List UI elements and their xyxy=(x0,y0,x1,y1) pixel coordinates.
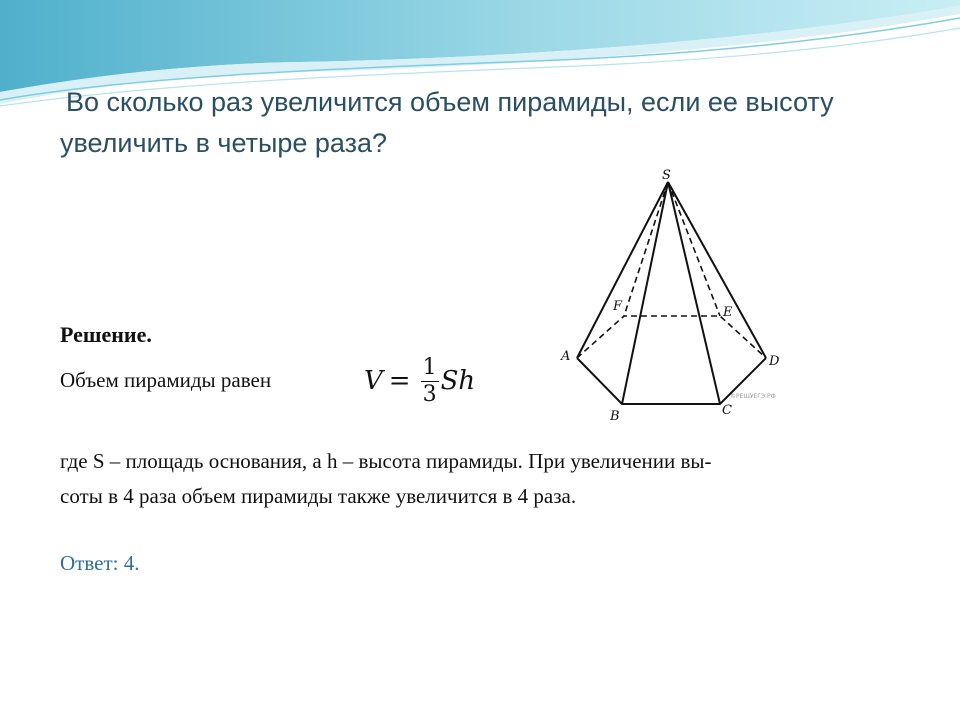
vertex-label-f: F xyxy=(613,299,623,314)
explanation-text xyxy=(60,444,910,514)
fraction-numerator: 1 xyxy=(422,354,437,380)
formula-rhs: Sh xyxy=(440,366,476,396)
volume-formula xyxy=(364,346,475,416)
vertex-label-c: C xyxy=(722,403,732,418)
question-line-2: увеличить в четыре раза? xyxy=(60,128,388,158)
question-line-1: Во сколько раз увеличится объем пирамиды, если ее высоту xyxy=(66,87,834,117)
vertex-label-a: A xyxy=(561,349,571,364)
explanation-line-1: где S – площадь основания, а h – высота пирамиды. При увеличении вы- xyxy=(60,449,712,473)
formula-equals: = xyxy=(388,366,411,396)
vertex-label-d: D xyxy=(769,354,780,369)
volume-statement: Объем пирамиды равен xyxy=(60,368,272,392)
vertex-label-e: E xyxy=(723,305,733,320)
answer-text: Ответ: 4. xyxy=(60,551,140,575)
solution-heading: Решение. xyxy=(60,322,152,347)
formula-lhs: V xyxy=(364,366,383,396)
vertex-label-b: B xyxy=(610,409,620,424)
hexagonal-pyramid-figure xyxy=(558,162,790,424)
question-text xyxy=(60,82,920,164)
formula-fraction xyxy=(421,355,439,408)
explanation-line-2: соты в 4 раза объем пирамиды также увеличится в 4 раза. xyxy=(60,484,577,508)
fraction-denominator: 3 xyxy=(422,381,437,407)
vertex-label-s: S xyxy=(662,168,671,183)
figure-watermark: ©РЕШУЕГЭ.РФ xyxy=(730,393,776,400)
